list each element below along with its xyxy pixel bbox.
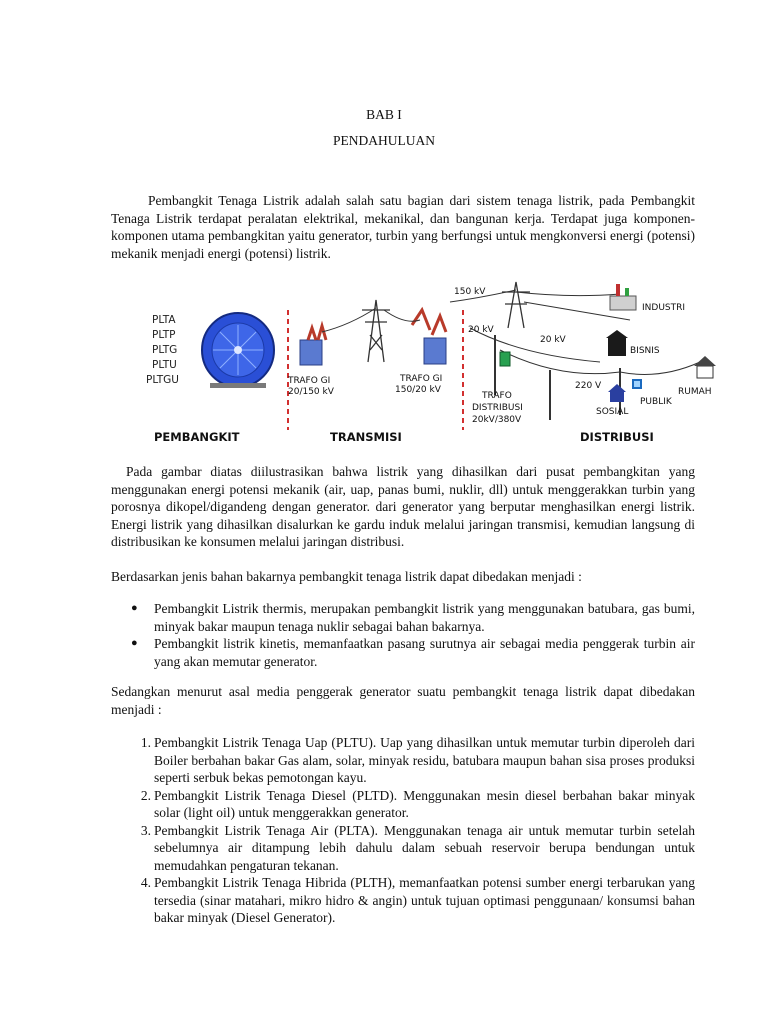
list-item-text: Pembangkit listrik kinetis, memanfaatkan pasang surutnya air sebagai media penggerak turbin air yang akan memutar generator. bbox=[154, 636, 695, 669]
public-icon bbox=[632, 379, 642, 389]
list-number: 3. bbox=[140, 822, 151, 838]
section-label-transmission: TRANSMISI bbox=[330, 430, 402, 444]
figure-description-paragraph: Pada gambar diatas diilustrasikan bahwa listrik yang dihasilkan dari pusat pembangkitan yang menggunakan energi potensi mekanik (air, uap, panas bumi, nuklir, dll) untuk menggerakkan turbin yang porosnya dikopel/digandeng dengan generator. dari generator yang berputar menghasilkan energi listrik. Energi listrik yang dihasilkan disalurkan ke gardu induk melalui jaringan transmisi, kemudian langsung di distribusikan ke konsumen melalui jaringan distribusi. bbox=[111, 464, 695, 549]
trafo-distribution-icon bbox=[500, 352, 510, 366]
intro-paragraph: Pembangkit Tenaga Listrik adalah salah satu bagian dari sistem tenaga listrik, pada Pembangkit Tenaga Listrik terdapat peralatan elektrikal, mekanikal, dan bangunan kerja. Terdapat juga komponen-komponen utama pembangkitan yaitu generator, turbin yang berfungsi untuk mengkonversi energi (potensi) mekanik menjadi energi (potensi) listrik. bbox=[111, 193, 695, 261]
fuel-type-list bbox=[111, 600, 695, 670]
plant-type-label: PLTU bbox=[152, 359, 177, 371]
consumer-label-industry: INDUSTRI bbox=[642, 303, 686, 313]
voltage-label-220v: 220 V bbox=[575, 381, 602, 391]
list-item bbox=[111, 787, 695, 822]
bullet-marker: ● bbox=[131, 602, 138, 614]
consumer-label-home: RUMAH bbox=[678, 387, 712, 397]
trafo-dist-label-2: DISTRIBUSI bbox=[472, 403, 523, 413]
chapter-title: PENDAHULUAN bbox=[333, 133, 435, 148]
section-label-distribution: DISTRIBUSI bbox=[580, 430, 654, 444]
list-item-text: Pembangkit Listrik Tenaga Uap (PLTU). Uap yang dihasilkan untuk memutar turbin diperoleh dari Boiler berbahan bakar Gas alam, solar, minyak residu, batubara maupun bahan sisa proses produksi seperti serbuk bekas pemotongan kayu. bbox=[154, 735, 695, 785]
list-item-text: Pembangkit Listrik Tenaga Diesel (PLTD). Menggunakan mesin diesel berbahan bakar minyak solar (light oil) untuk menggerakkan generator. bbox=[154, 787, 695, 820]
trafo-gi-2-rating: 150/20 kV bbox=[395, 385, 441, 395]
trafo-gi-1-rating: 20/150 kV bbox=[288, 387, 334, 397]
trafo-gi-2-icon bbox=[412, 310, 446, 364]
trafo-gi-2-label: TRAFO GI bbox=[400, 374, 443, 384]
consumer-label-public: PUBLIK bbox=[640, 397, 672, 407]
power-system-diagram bbox=[140, 280, 730, 450]
social-icon bbox=[608, 384, 626, 402]
voltage-label-20kv: 20 kV bbox=[540, 335, 566, 345]
list-item bbox=[111, 734, 695, 787]
list-item bbox=[111, 822, 695, 875]
voltage-label-20kv: 20 kV bbox=[468, 325, 494, 335]
consumer-label-business: BISNIS bbox=[630, 346, 660, 356]
list-item bbox=[111, 635, 695, 670]
home-icon bbox=[694, 356, 716, 378]
generator-icon bbox=[202, 313, 274, 388]
plant-type-label: PLTP bbox=[152, 329, 176, 341]
trafo-dist-rating: 20kV/380V bbox=[472, 415, 522, 425]
list-number: 2. bbox=[140, 787, 151, 803]
list-item-text: Pembangkit Listrik Tenaga Air (PLTA). Menggunakan tenaga air untuk memutar turbin setelah sebelumnya air ditampung lebih dahulu dalam sebuah reservoir berupa bendungan untuk memudahkan pengaturan tekanan. bbox=[154, 822, 695, 873]
trafo-gi-1-label: TRAFO GI bbox=[288, 376, 331, 386]
diagram-svg bbox=[140, 280, 730, 450]
bullet-marker: ● bbox=[131, 637, 138, 649]
generator-media-list bbox=[111, 734, 695, 927]
list-number: 1. bbox=[140, 735, 151, 750]
fuel-type-intro: Berdasarkan jenis bahan bakarnya pembangkit tenaga listrik dapat dibedakan menjadi : bbox=[111, 569, 582, 584]
generator-media-intro: Sedangkan menurut asal media penggerak generator suatu pembangkit tenaga listrik dapat dibedakan menjadi : bbox=[111, 684, 695, 717]
list-item bbox=[111, 874, 695, 927]
plant-type-label: PLTA bbox=[152, 314, 176, 326]
voltage-label-150kv: 150 kV bbox=[454, 287, 486, 297]
list-item-text: Pembangkit Listrik thermis, merupakan pembangkit listrik yang menggunakan batubara, gas bumi, minyak bakar maupun tenaga nuklir sebagai bahan bakarnya. bbox=[154, 601, 695, 634]
consumer-label-social: SOSIAL bbox=[596, 407, 629, 417]
industry-icon bbox=[610, 284, 636, 310]
list-number: 4. bbox=[140, 875, 151, 890]
trafo-dist-label: TRAFO bbox=[482, 391, 512, 401]
business-icon bbox=[606, 330, 628, 356]
list-item-text: Pembangkit Listrik Tenaga Hibrida (PLTH), memanfaatkan potensi sumber energi terbarukan yang tersedia (sinar matahari, mikro hidro & angin) untuk tujuan optimasi penggunaan/ konsumsi bahan bakar minyak (Diesel Generator). bbox=[154, 875, 695, 925]
chapter-label: BAB I bbox=[366, 107, 402, 122]
list-item bbox=[111, 600, 695, 635]
plant-type-label: PLTG bbox=[152, 344, 178, 356]
plant-type-label: PLTGU bbox=[146, 374, 179, 386]
section-label-generation: PEMBANGKIT bbox=[154, 430, 240, 444]
distribution-tower-icon bbox=[502, 282, 530, 328]
transmission-tower-icon bbox=[362, 300, 390, 362]
